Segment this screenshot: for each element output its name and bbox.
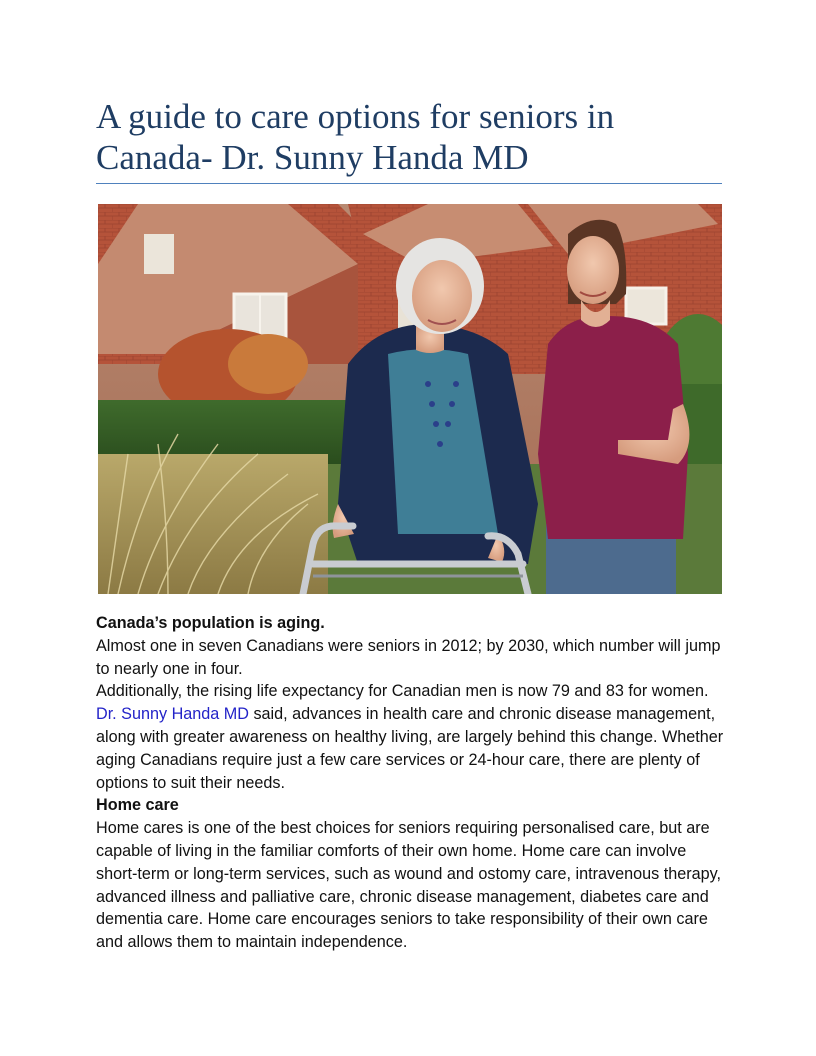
section-heading-home-care: Home care: [96, 796, 179, 815]
dr-sunny-handa-link[interactable]: Dr. Sunny Handa MD: [96, 705, 249, 724]
page-title: A guide to care options for seniors in Canada- Dr. Sunny Handa MD: [96, 97, 615, 177]
paragraph-text: Additionally, the rising life expectancy for Canadian men is now 79 and 83 for women.: [96, 682, 709, 701]
article-body: [96, 612, 726, 954]
paragraph-home-care: Home cares is one of the best choices for seniors requiring personalised care, but are capable of living in the familiar comforts of their own home. Home care can involve short-term or long-term services, such as wound and ostomy care, intravenous therapy, advanced illness and palliative care, chronic disease management, diabetes care and dementia care. Home care encourages seniors to take responsibility of their own care and allows them to maintain independence.: [96, 819, 721, 952]
hero-photo: [98, 204, 722, 594]
title-divider: [96, 183, 722, 184]
paragraph-seniors-stat: Almost one in seven Canadians were seniors in 2012; by 2030, which number will jump to nearly one in four.: [96, 636, 721, 678]
paragraph-life-expectancy: [96, 680, 726, 794]
section-heading-population: Canada’s population is aging.: [96, 614, 325, 632]
paragraph-text: said, advances in health care and chronic disease management, along with greater awareness on healthy living, are largely behind this change. Whether aging Canadians require just a few care services or 24-hour care, there are plenty of options to suit their needs.: [96, 705, 724, 792]
